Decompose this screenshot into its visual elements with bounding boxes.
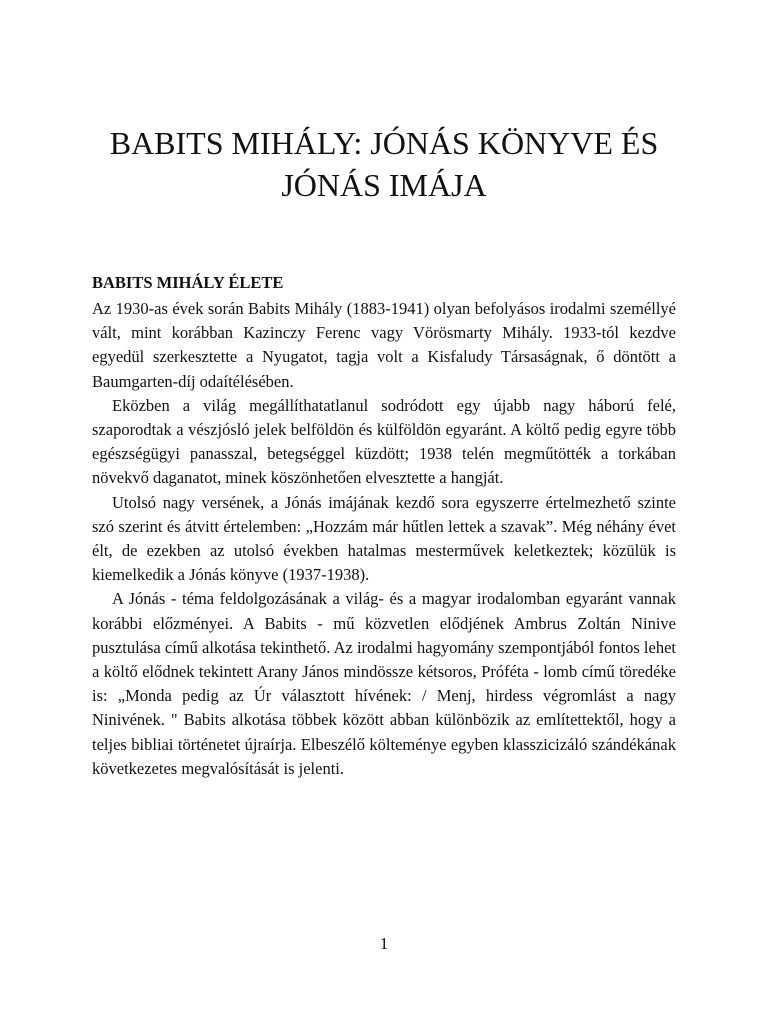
paragraph-3: Utolsó nagy versének, a Jónás imájának kezdő sora egyszerre értelmezhető szinte szó szerint és átvitt értelemben: „Hozzám már hűtlen lettek a szavak”. Még néhány évet élt, de ezekben az utolsó években hatalmas mesterművek keletkeztek; közülük is kiemelkedik a Jónás könyve (1937-1938). [92,492,676,585]
document-title-line-2: JÓNÁS IMÁJA [281,167,487,203]
section-heading: BABITS MIHÁLY ÉLETE [92,273,284,292]
paragraph-4: A Jónás - téma feldolgozásának a világ- és a magyar irodalomban egyaránt vannak korábbi előzményei. A Babits - mű közvetlen elődjének Ambrus Zoltán Ninive pusztulása című alkotása tekinthető. Az irodalmi hagyomány szempontjából fontos lehet a költő elődnek tekintett Arany János mindössze kétsoros, Próféta - lomb című töredéke is: „Monda pedig az Úr választott hívének: / Menj, hirdess végromlást a nagy Ninivének. " Babits alkotása többek között abban különbözik az említettektől, hogy a teljes bibliai történetet újraírja. Elbeszélő költeménye egyben klasszicizáló szándékának következetes megvalósítását is jelenti. [92,589,676,778]
page-number: 1 [379,934,389,953]
paragraph-2: Eközben a világ megállíthatatlanul sodródott egy újabb nagy háború felé, szaporodtak a vészjósló jelek belföldön és külföldön egyaránt. A költő pedig egyre több egészségügyi panasszal, betegséggel küzdött; 1938 telén megműtötték a torkában növekvő daganatot, minek köszönhetően elvesztette a hangját. [92,395,676,488]
document-title-line-1: BABITS MIHÁLY: JÓNÁS KÖNYVE ÉS [109,125,659,161]
body-text [92,297,676,781]
document-title [60,122,708,206]
paragraph-1: Az 1930-as évek során Babits Mihály (1883-1941) olyan befolyásos irodalmi személlyé vált, mint korábban Kazinczy Ferenc vagy Vörösmarty Mihály. 1933-tól kezdve egyedül szerkesztette a Nyugatot, tagja volt a Kisfaludy Társaságnak, ő döntött a Baumgarten-díj odaítélésében. [92,299,676,391]
